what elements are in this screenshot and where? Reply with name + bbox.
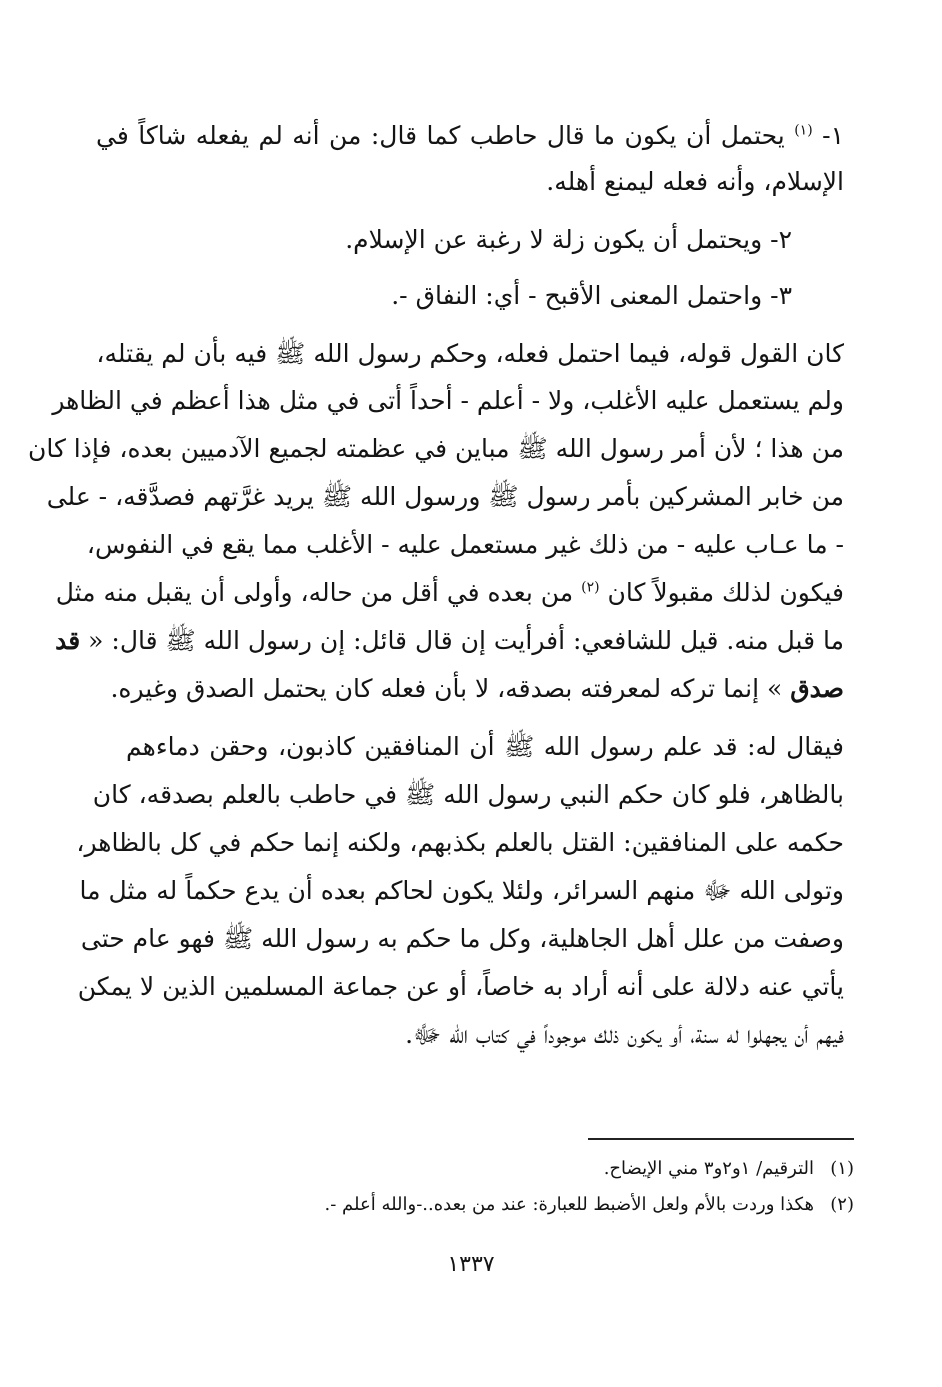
paragraph-1-line-5: - ما عـاب عليه - من ذلك غير مستعمل عليه - الأغلب مما يقع في النفوس، bbox=[86, 530, 844, 559]
footnote-2-text: هكذا وردت بالأم ولعل الأضبط للعبارة: عند من بعده..-والله أعلم -. bbox=[324, 1194, 814, 1215]
paragraph-2-line-7: فيهم أن يجهلوا له سنة، أو يكون ذلك موجوداً في كتاب الله ﷻ. bbox=[405, 1020, 844, 1049]
hadith-quote-start: قد bbox=[55, 626, 81, 655]
point-1-line-2: الإسلام، وأنه فعله ليمنع أهله. bbox=[546, 167, 844, 196]
footnote-ref-2: (٢) bbox=[581, 579, 600, 596]
paragraph-1-line-3: من هذا ؛ لأن أمر رسول الله ﷺ مباين في عظمته لجميع الآدميين بعده، فإذا كان bbox=[27, 434, 844, 463]
paragraph-1-line-2: ولم يستعمل عليه الأغلب، ولا - أعلم - أحداً أتى في مثل هذا أعظم في الظاهر bbox=[52, 386, 844, 415]
paragraph-1-line-6-a: فيكون لذلك مقبولاً كان bbox=[599, 578, 844, 607]
footnote-2-number: (٢) bbox=[830, 1194, 854, 1215]
point-1-line-1 bbox=[96, 116, 844, 156]
paragraph-2-line-2: بالظاهر، فلو كان حكم النبي رسول الله ﷺ في حاطب بالعلم بصدقه، كان bbox=[92, 780, 844, 809]
paragraph-1-line-6-b: من بعده في أقل من حاله، وأولى أن يقبل منه مثل bbox=[55, 578, 582, 607]
point-1-text: يحتمل أن يكون ما قال حاطب كما قال: من أنه لم يفعله شاكاً في bbox=[96, 121, 795, 150]
footnote-1-number: (١) bbox=[830, 1158, 854, 1179]
paragraph-1-line-8 bbox=[96, 669, 844, 709]
footnote-1-text: الترقيم/ ١و٢و٣ مني الإيضاح. bbox=[603, 1158, 814, 1179]
point-1-prefix: ١- bbox=[812, 121, 844, 150]
paragraph-2-line-4: وتولى الله ﷻ منهم السرائر، ولئلا يكون لحاكم بعده أن يدع حكماً له مثل ما bbox=[79, 876, 844, 905]
paragraph-1-line-6 bbox=[55, 573, 844, 613]
hadith-quote-end: صدق bbox=[790, 674, 844, 703]
point-2-line: ٢- ويحتمل أن يكون زلة لا رغبة عن الإسلام. bbox=[345, 225, 792, 254]
point-3-line: ٣- واحتمل المعنى الأقبح - أي: النفاق -. bbox=[391, 281, 792, 310]
paragraph-2-line-6: يأتي عنه دلالة على أنه أراد به خاصاً، أو عن جماعة المسلمين الذين لا يمكن bbox=[77, 972, 844, 1001]
footnote-2 bbox=[94, 1190, 854, 1220]
footnote-separator bbox=[588, 1138, 854, 1140]
paragraph-1-line-1: كان القول قوله، فيما احتمل فعله، وحكم رسول الله ﷺ فيه بأن لم يقتله، bbox=[96, 339, 844, 368]
paragraph-2-line-1: فيقال له: قد علم رسول الله ﷺ أن المنافقين كاذبون، وحقن دماءهم bbox=[126, 732, 844, 761]
page-number: ١٣٣٧ bbox=[447, 1252, 495, 1277]
paragraph-1-line-4: من خابر المشركين بأمر رسول ﷺ ورسول الله ﷺ يريد غرَّتهم فصدَّقه، - على bbox=[46, 482, 844, 511]
paragraph-1-line-7 bbox=[55, 621, 844, 661]
paragraph-2-line-3: حكمه على المنافقين: القتل بالعلم بكذبهم، ولكنه إنما حكم في كل بالظاهر، bbox=[76, 828, 844, 857]
footnote-1 bbox=[94, 1154, 854, 1184]
footnote-ref-1: (١) bbox=[794, 122, 813, 139]
paragraph-1-line-7-a: ما قبل منه. قيل للشافعي: أفرأيت إن قال قائل: إن رسول الله ﷺ قال: « bbox=[80, 626, 844, 655]
paragraph-1-line-8-b: » إنما تركه لمعرفته بصدقه، لا بأن فعله كان يحتمل الصدق وغيره. bbox=[110, 674, 791, 703]
paragraph-2-line-5: وصفت من علل أهل الجاهلية، وكل ما حكم به رسول الله ﷺ فهو عام حتى bbox=[80, 924, 844, 953]
